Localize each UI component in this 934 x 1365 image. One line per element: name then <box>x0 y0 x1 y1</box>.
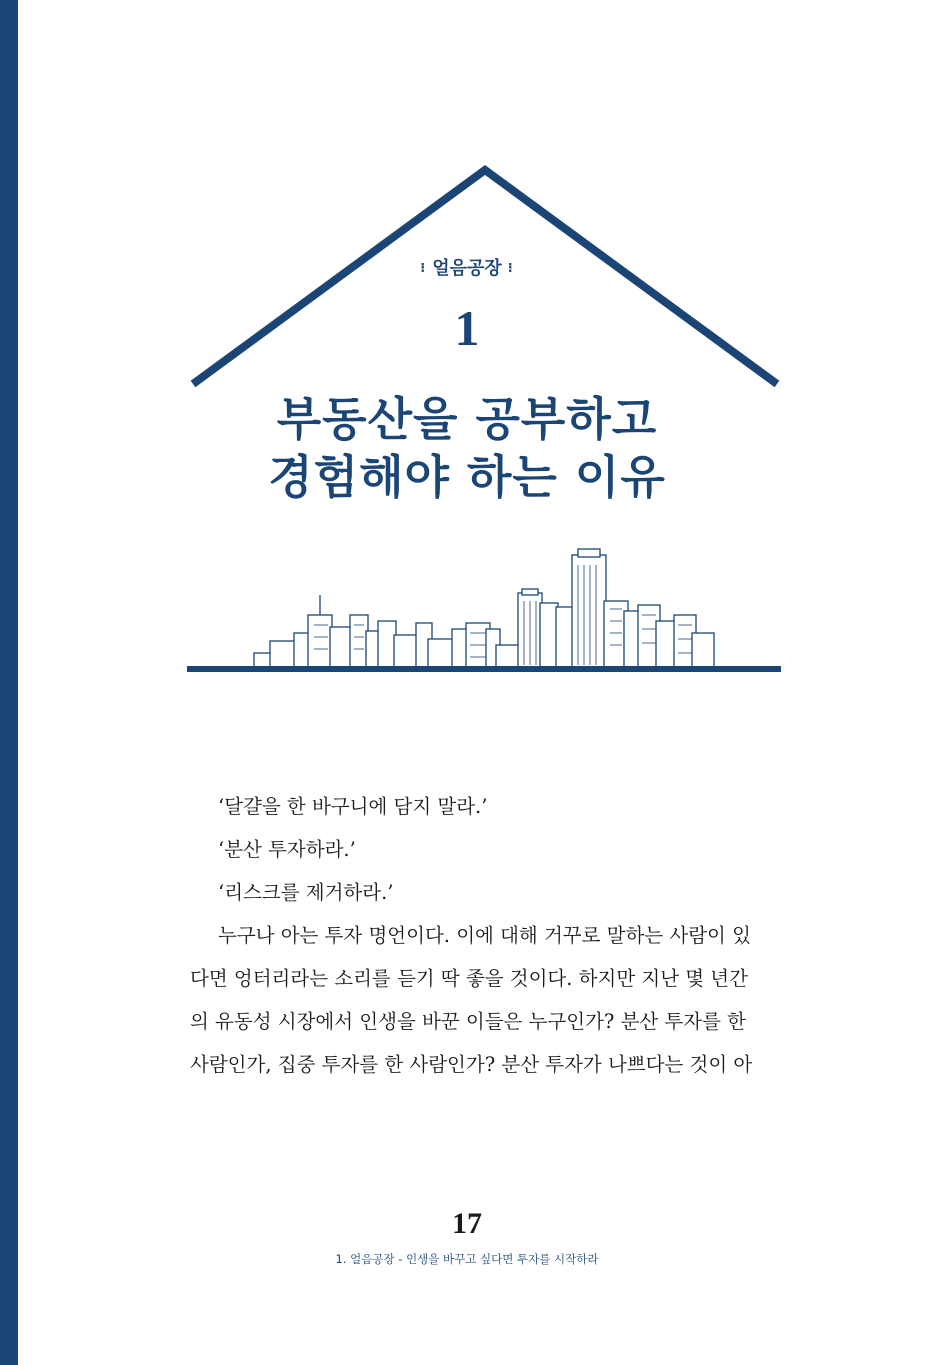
ground-line <box>187 666 781 672</box>
chapter-title-line-1: 부동산을 공부하고 <box>276 392 658 446</box>
paragraph-line: 누구나 아는 투자 명언이다. 이에 대해 거꾸로 말하는 사람이 있 <box>218 924 751 947</box>
author-deco-left: ⁝ <box>420 261 427 276</box>
city-skyline-icon <box>250 545 720 670</box>
body-text <box>190 785 780 1086</box>
chapter-title-line-2: 경험해야 하는 이유 <box>268 450 666 504</box>
running-title: 1. 얼음공장 - 인생을 바꾸고 싶다면 투자를 시작하라 <box>335 1252 599 1266</box>
paragraph-line: ‘분산 투자하라.’ <box>218 838 356 861</box>
chapter-title <box>0 390 934 506</box>
paragraph-line: 다면 엉터리라는 소리를 듣기 딱 좋을 것이다. 하지만 지난 몇 년간 <box>190 967 748 990</box>
chapter-number: 1 <box>454 300 480 356</box>
paragraph-line: ‘리스크를 제거하라.’ <box>218 881 394 904</box>
chapter-author <box>0 254 934 280</box>
paragraph-line: ‘달걀을 한 바구니에 담지 말라.’ <box>218 795 488 818</box>
page-number: 17 <box>452 1207 482 1240</box>
author-deco-right: ⁝ <box>507 261 514 276</box>
paragraph-line: 의 유동성 시장에서 인생을 바꾼 이들은 누구인가? 분산 투자를 한 <box>190 1010 747 1033</box>
author-name: 얼음공장 <box>432 258 502 279</box>
paragraph-line: 사람인가, 집중 투자를 한 사람인가? 분산 투자가 나쁘다는 것이 아 <box>190 1053 753 1076</box>
